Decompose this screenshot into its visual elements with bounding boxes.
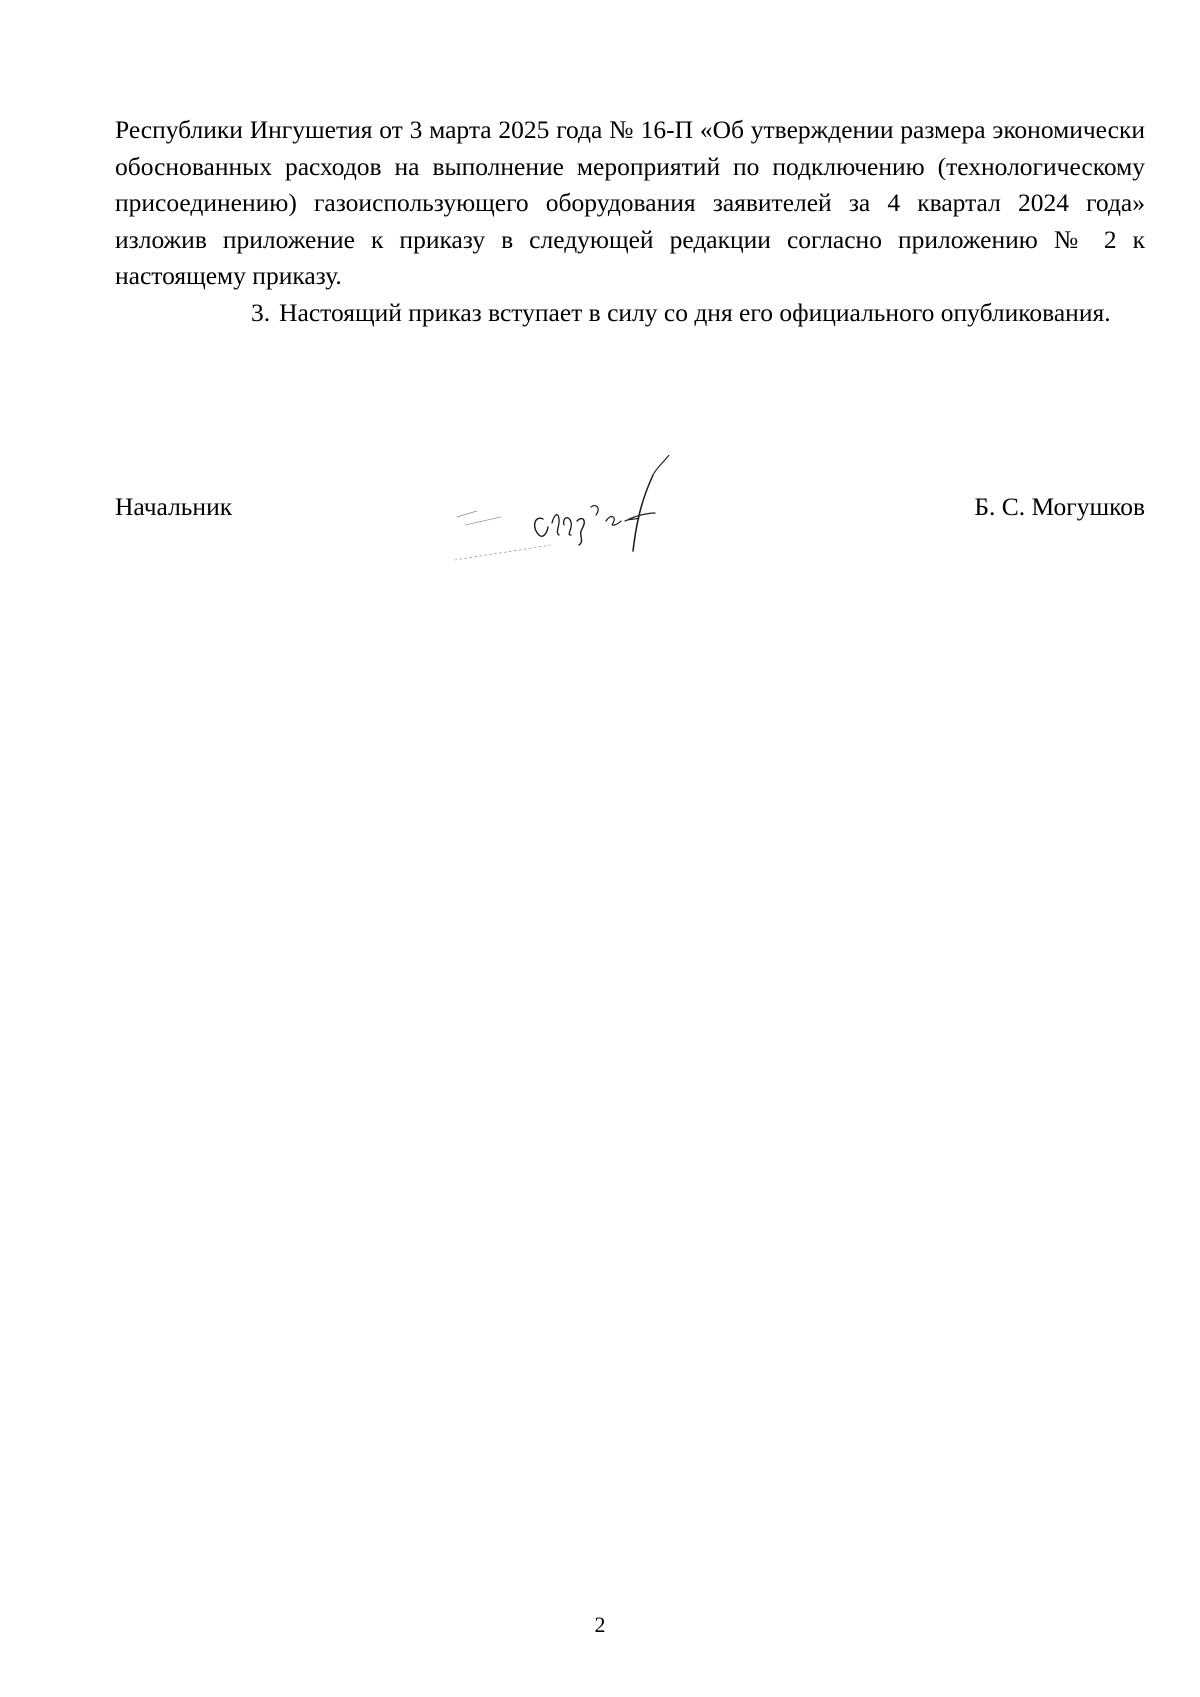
list-item-number: 3. <box>251 297 271 327</box>
signatory-position: Начальник <box>115 492 233 521</box>
continued-paragraph: Республики Ингушетия от 3 марта 2025 года № 16-П «Об утверждении размера экономически обоснованных расходов на выполнение мероприятий по подключению (технологическому присоединению) газоиспользующего оборудования заявителей за 4 квартал 2024 года» изложив приложение к приказу в следующей редакции согласно приложению № 2 к настоящему приказу. <box>115 115 1145 290</box>
list-item-text: Настоящий приказ вступает в силу со дня его официального опубликования. <box>279 297 1111 327</box>
page-number: 2 <box>594 1612 606 1637</box>
list-item-3 <box>115 295 1145 332</box>
signature-image <box>455 455 715 565</box>
signer-name: Б. С. Могушков <box>974 492 1145 521</box>
document-body <box>115 112 1145 331</box>
